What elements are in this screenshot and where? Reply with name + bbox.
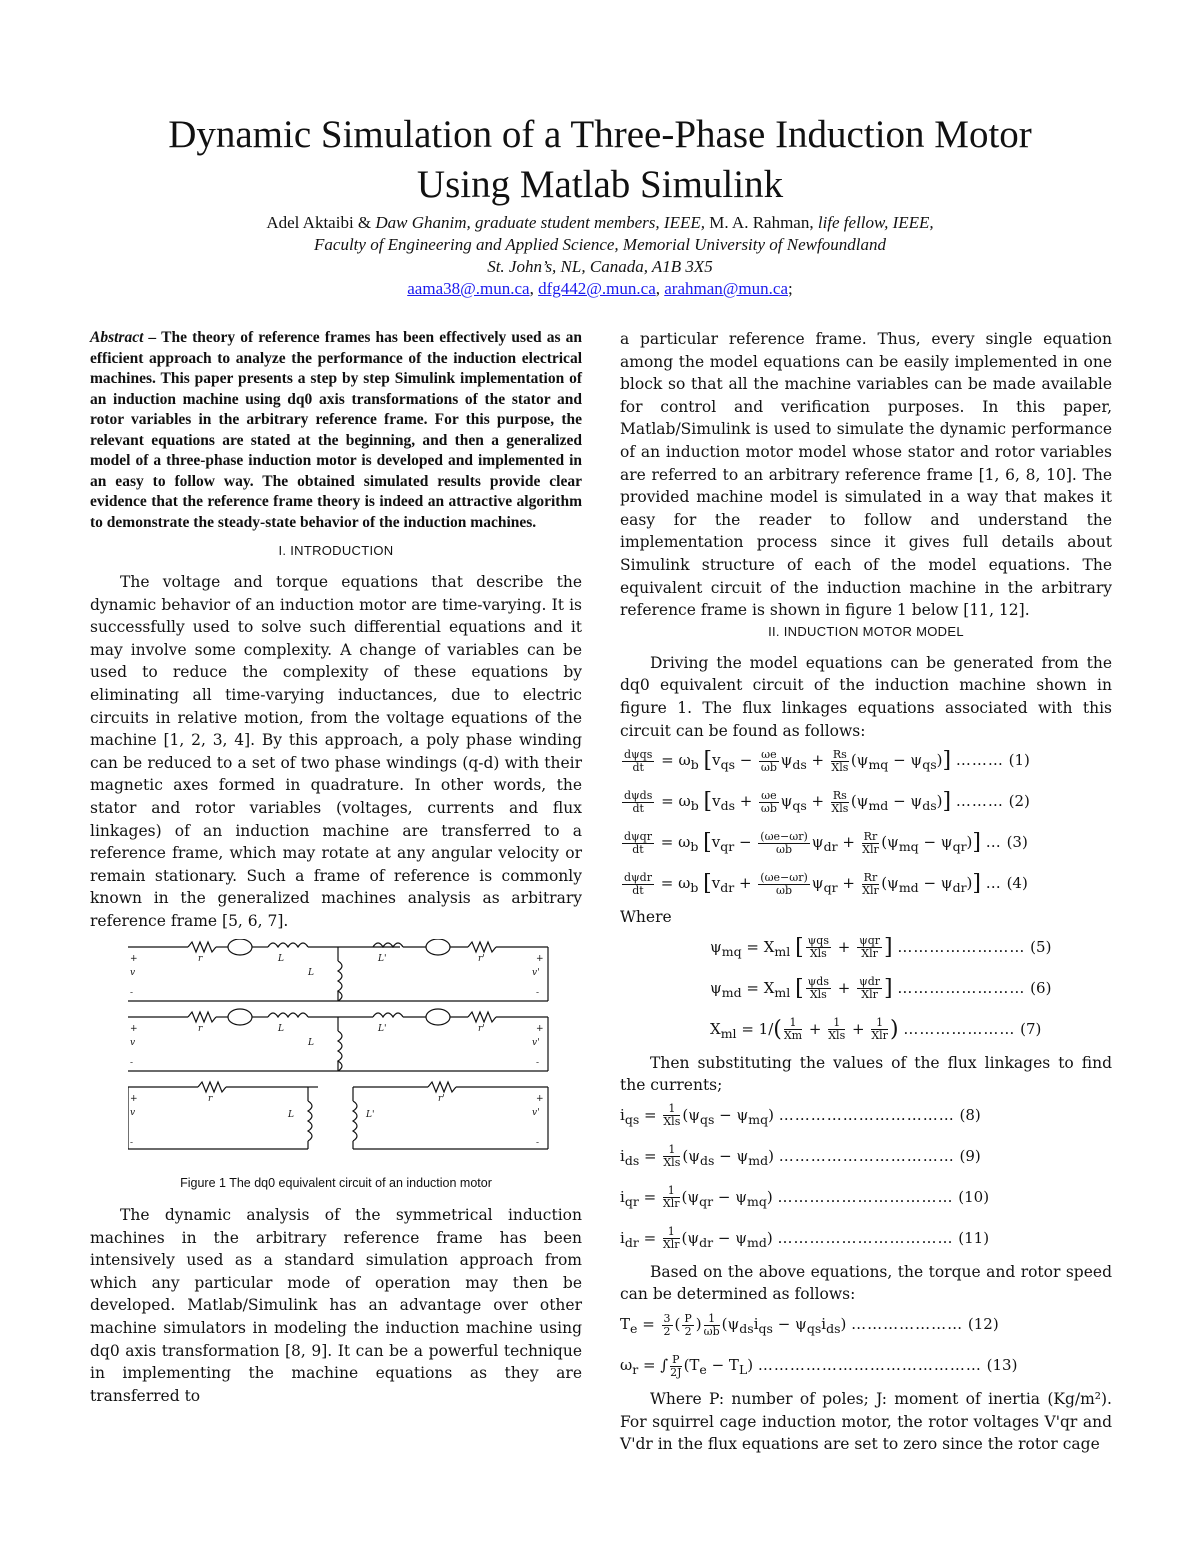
svg-text:+: + — [130, 1093, 138, 1104]
equation-5: $\psi_{mq} = X_{ml}$ [ $\frac{\text{ψqs}}{\text{Xls}}$ + $\frac{\text{ψqr}}{\text{Xlr}}$ ] …………………… (5) — [710, 934, 1052, 961]
email-link-3[interactable]: arahman@mun.ca — [664, 279, 788, 298]
svg-text:+: + — [536, 1023, 544, 1034]
model-paragraph-1: Driving the model equations can be generated from the dq0 equivalent circuit of the induction machine shown in figure 1. The flux linkages equations associated with this circuit can be found as follows: — [620, 653, 1112, 740]
svg-text:L: L — [278, 1023, 284, 1034]
equivalent-circuit-figure — [128, 939, 588, 1164]
right-column — [620, 328, 1112, 1456]
equation-6: $\psi_{md} = X_{ml}$ [ $\frac{\text{ψds}}{\text{Xls}}$ + $\frac{\text{ψdr}}{\text{Xlr}}$ ] …………………… (6) — [710, 975, 1052, 1002]
paper-title — [0, 110, 1200, 210]
email-link-1[interactable]: aama38@.mun.ca — [407, 279, 530, 298]
svg-text:+: + — [130, 953, 138, 964]
title-line-1: Dynamic Simulation of a Three-Phase Induction Motor — [168, 113, 1032, 156]
svg-text:r': r' — [478, 1023, 485, 1034]
equation-12: $T_e$ = $\frac{3}{2}$ ( $\frac{P}{2}$ ) $\frac{1}{\omega b}$ $(\psi_{ds}i_{qs} - \psi_{qs}i_{ds})$ ………………… (12) — [620, 1311, 999, 1338]
svg-text:r': r' — [478, 953, 485, 964]
equation-4: $\frac{\text{dψdr}}{dt}$ = $\omega_b$ [$v_{dr}$ + $\frac{(\omega e-\omega r)}{\omega b}$ $\psi_{qr}$ + $\frac{Rr}{\text{Xlr}}$ $(\psi_{md} - \psi_{dr})$] … (4) — [624, 870, 1028, 897]
abstract: Abstract – The theory of reference frames has been effectively used as an efficient approach to analyze the performance of the induction electrical machines. This paper presents a step by step Simulink implementation of an induction machine using dq0 axis transformations of the stator and rotor variables in the arbitrary reference frame. For this purpose, the relevant equations are stated at the beginning, and then a generalized model of a three-phase induction motor is developed and implemented in an easy to follow way. The obtained simulated results provide clear evidence that the reference frame theory is indeed an attractive algorithm to demonstrate the steady-state behavior of the induction machines. — [90, 329, 582, 531]
svg-text:-: - — [536, 1137, 540, 1148]
equation-9: $i_{ds}$ = $\frac{1}{\text{Xls}}$ $(\psi_{ds} - \psi_{md})$ …………………………… (9) — [620, 1143, 981, 1170]
equation-7: $X_{ml} = 1/$( $\frac{1}{Xm}$ + $\frac{1}{\text{Xls}}$ + $\frac{1}{\text{Xlr}}$ ) ………………… (7) — [710, 1016, 1042, 1043]
svg-text:L: L — [308, 1037, 314, 1048]
svg-text:L: L — [308, 967, 314, 978]
svg-text:v: v — [130, 1107, 136, 1118]
location: St. John’s, NL, Canada, A1B 3X5 — [487, 257, 713, 276]
emails: aama38@.mun.ca, dfg442@.mun.ca, arahman@mun.ca; — [407, 279, 793, 298]
svg-text:-: - — [536, 1057, 540, 1068]
svg-text:v': v' — [532, 1107, 540, 1118]
svg-text:L': L' — [366, 1109, 375, 1120]
svg-text:v: v — [130, 1037, 136, 1048]
where-label: Where — [620, 908, 672, 927]
svg-text:v': v' — [532, 967, 540, 978]
svg-text:-: - — [130, 1057, 134, 1068]
affiliation: Faculty of Engineering and Applied Science, Memorial University of Newfoundland — [314, 235, 886, 254]
svg-text:-: - — [536, 987, 540, 998]
intro-paragraph-1: The voltage and torque equations that describe the dynamic behavior of an induction motor are time-varying. It is successfully used to solve such differential equations and it may involve some complexity. A change of variables can be used to reduce the complexity of these equations by eliminating all time-varying inductances, due to electric circuits in relative motion, from the voltage equations of the machine [1, 2, 3, 4]. By this approach, a poly phase winding can be reduced to a set of two phase windings (q-d) with their magnetic axes formed in quadrature. In other words, the stator and rotor variables (voltages, currents and flux linkages) of an induction machine are transferred to a reference frame, which may rotate at any angular velocity or remain stationary. Such a frame of reference is commonly known in the generalized machines analysis as arbitrary reference frame [5, 6, 7]. — [90, 573, 582, 930]
svg-text:r: r — [198, 953, 203, 964]
equation-2: $\frac{\text{dψds}}{dt}$ = $\omega_b$ [$v_{ds}$ + $\frac{\omega e}{\omega b}$ $\psi_{qs}$ + $\frac{Rs}{\text{Xls}}$ $(\psi_{md} - \psi_{ds})$] ……… (2) — [624, 788, 1030, 815]
svg-text:r: r — [198, 1023, 203, 1034]
svg-text:r: r — [208, 1093, 213, 1104]
email-link-2[interactable]: dfg442@.mun.ca — [538, 279, 656, 298]
svg-text:L: L — [288, 1109, 294, 1120]
equation-8: $i_{qs}$ = $\frac{1}{\text{Xls}}$ $(\psi_{qs} - \psi_{mq})$ …………………………… (8) — [620, 1102, 981, 1129]
substitution-text: Then substituting the values of the flux linkages to find the currents; — [620, 1053, 1112, 1095]
intro-heading: I. INTRODUCTION — [278, 543, 394, 558]
author-names: Adel Aktaibi & Daw Ghanim, graduate student members, IEEE, M. A. Rahman, life fellow, IEEE, — [266, 213, 934, 232]
torque-intro: Based on the above equations, the torque and rotor speed can be determined as follows: — [620, 1262, 1112, 1304]
svg-text:-: - — [130, 987, 134, 998]
svg-text:+: + — [536, 953, 544, 964]
equation-3: $\frac{\text{dψqr}}{dt}$ = $\omega_b$ [$v_{qr}$ − $\frac{(\omega e-\omega r)}{\omega b}$ $\psi_{dr}$ + $\frac{Rr}{\text{Xlr}}$ $(\psi_{mq} - \psi_{qr})$] … (3) — [624, 829, 1028, 856]
svg-text:L': L' — [378, 1023, 387, 1034]
svg-text:+: + — [536, 1093, 544, 1104]
equation-10: $i_{qr}$ = $\frac{1}{\text{Xlr}}$ $(\psi_{qr} - \psi_{mq})$ …………………………… (10) — [620, 1184, 990, 1211]
model-heading: II. INDUCTION MOTOR MODEL — [768, 623, 964, 639]
svg-text:+: + — [130, 1023, 138, 1034]
equation-1: $\frac{\text{dψqs}}{dt}$ = $\omega_b$ [$v_{qs}$ − $\frac{\omega e}{\omega b}$ $\psi_{ds}$ + $\frac{Rs}{\text{Xls}}$ $(\psi_{mq} - \psi_{qs})$] ……… (1) — [624, 747, 1030, 774]
equation-13: $\omega_r$ = ∫ $\frac{P}{2J}$ $(T_e - T_L)$ …………………………………… (13) — [620, 1352, 1018, 1379]
svg-text:L': L' — [378, 953, 387, 964]
svg-text:v': v' — [532, 1037, 540, 1048]
author-block — [0, 212, 1200, 300]
equation-11: $i_{dr}$ = $\frac{1}{\text{Xlr}}$ $(\psi_{dr} - \psi_{md})$ …………………………… (11) — [620, 1225, 990, 1252]
left-column — [90, 328, 582, 1407]
svg-text:L: L — [278, 953, 284, 964]
circuit-diagram — [128, 939, 588, 1164]
svg-text:v: v — [130, 967, 136, 978]
intro-paragraph-2: The dynamic analysis of the symmetrical induction machines in the arbitrary reference frame has been intensively used as a standard simulation approach from which any particular mode of operation may then be developed. Matlab/Simulink has an advantage over other machine simulators in modeling the induction machine using dq0 axis transformation [8, 9]. It can be a powerful technique in implementing the machine equations as they are transferred to — [90, 1206, 582, 1405]
svg-text:r': r' — [438, 1093, 445, 1104]
figure-caption: Figure 1 The dq0 equivalent circuit of an induction motor — [180, 1175, 492, 1190]
closing-paragraph: Where P: number of poles; J: moment of inertia (Kg/m²). For squirrel cage induction motor, the rotor voltages V'qr and V'dr in the flux equations are set to zero since the rotor cage — [620, 1390, 1112, 1454]
title-line-2: Using Matlab Simulink — [416, 163, 784, 206]
right-paragraph-1: a particular reference frame. Thus, every single equation among the model equations can be easily implemented in one block so that all the machine variables can be made available for control and verification purposes. In this paper, Matlab/Simulink is used to simulate the dynamic performance of an induction motor model whose stator and rotor variables are referred to an arbitrary reference frame [1, 6, 8, 10]. The provided machine model is simulated in a way that makes it easy for the reader to follow and understand the implementation process since it gives full details about Simulink structure of each of the model equations. The equivalent circuit of the induction machine in the arbitrary reference frame is shown in figure 1 below [11, 12]. — [620, 330, 1112, 620]
svg-text:-: - — [130, 1137, 134, 1148]
